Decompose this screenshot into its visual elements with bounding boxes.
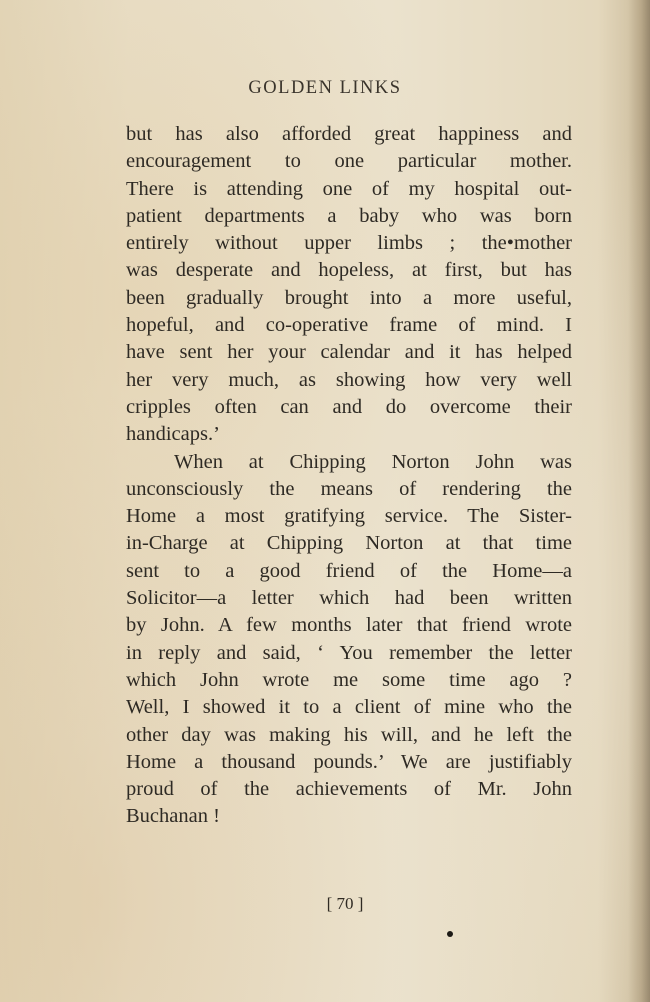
text-line: unconsciously the means of rendering the xyxy=(126,477,572,500)
text-line: There is attending one of my hospital out- xyxy=(126,177,572,200)
page-edge-shadow xyxy=(628,0,650,1002)
text-line: been gradually brought into a more useful, xyxy=(126,286,572,309)
text-line: encouragement to one particular mother. xyxy=(126,150,572,173)
body-text xyxy=(126,121,572,831)
text-line: Solicitor—a letter which had been written xyxy=(126,587,572,610)
text-line: which John wrote me some time ago ? xyxy=(126,668,572,691)
text-line: Home a thousand pounds.’ We are justifiably xyxy=(126,750,572,773)
text-line: other day was making his will, and he left the xyxy=(126,723,572,746)
text-line: her very much, as showing how very well xyxy=(126,368,572,391)
text-line: but has also afforded great happiness and xyxy=(126,123,572,145)
text-line: handicaps.’ xyxy=(126,423,220,446)
text-line: by John. A few months later that friend wrote xyxy=(126,614,572,637)
ink-speck xyxy=(447,931,453,937)
text-line: in reply and said, ‘ You remember the letter xyxy=(126,641,572,664)
text-line: sent to a good friend of the Home—a xyxy=(126,559,572,582)
text-line: hopeful, and co-operative frame of mind. I xyxy=(126,314,572,337)
text-line: patient departments a baby who was born xyxy=(126,204,572,227)
text-line: proud of the achievements of Mr. John xyxy=(126,778,572,801)
page-number: [ 70 ] xyxy=(326,894,364,913)
text-line: have sent her your calendar and it has helped xyxy=(126,341,572,364)
text-line: was desperate and hopeless, at first, but has xyxy=(126,259,572,282)
text-line: Buchanan ! xyxy=(126,805,220,828)
running-head: GOLDEN LINKS xyxy=(248,78,402,98)
text-line: Well, I showed it to a client of mine who the xyxy=(126,696,572,719)
text-line: Home a most gratifying service. The Sister- xyxy=(126,505,572,528)
text-line: in-Charge at Chipping Norton at that time xyxy=(126,532,572,555)
text-line-paragraph-start: When at Chipping Norton John was xyxy=(174,450,572,473)
text-line: cripples often can and do overcome their xyxy=(126,395,572,418)
text-line: entirely without upper limbs ; the•mother xyxy=(126,232,572,255)
